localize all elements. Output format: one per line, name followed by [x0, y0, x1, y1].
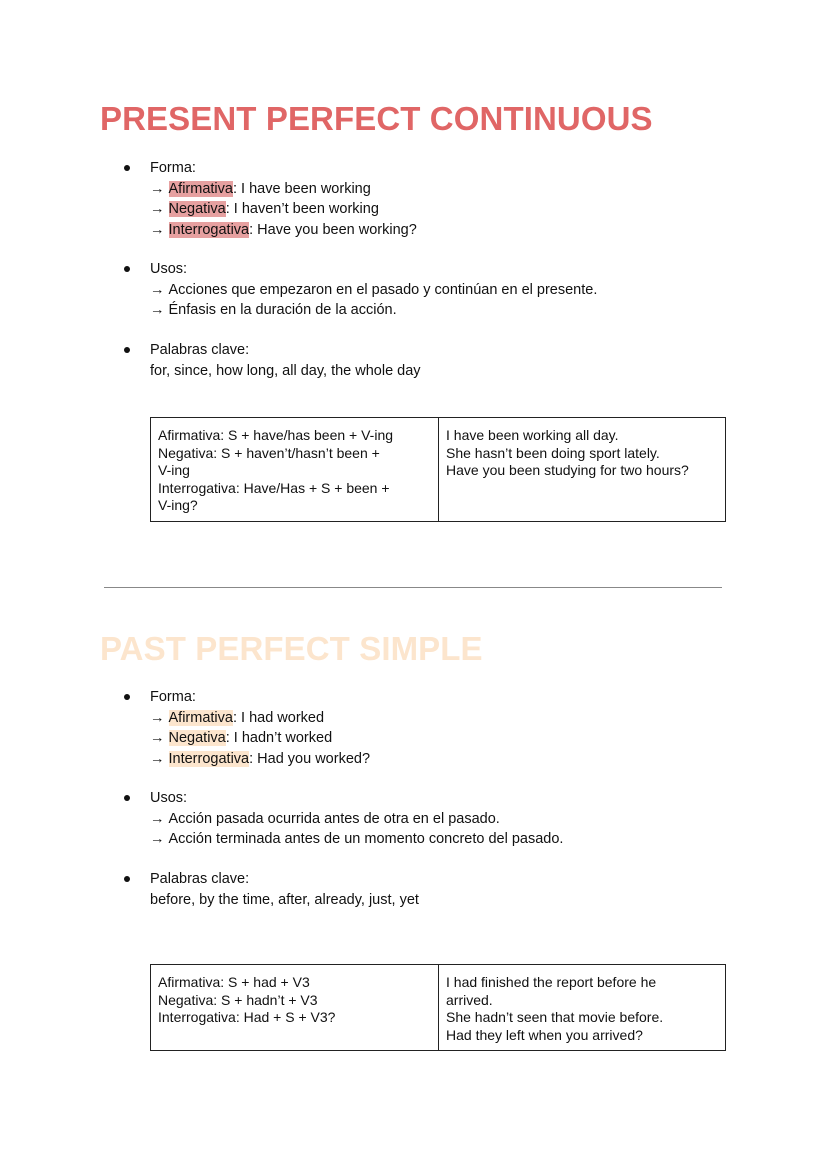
example-cell — [439, 965, 726, 1051]
palabras-label: Palabras clave: — [150, 342, 250, 358]
usos-block — [124, 788, 563, 850]
bullet-icon — [124, 266, 130, 272]
structure-line: Negativa: S + hadn’t + V3 — [158, 991, 318, 1008]
arrow-icon: → — [150, 709, 165, 726]
structure-cell — [151, 418, 439, 522]
usos-label: Usos: — [150, 261, 188, 277]
structure-line: Interrogativa: Have/Has + S + been + — [158, 479, 390, 496]
structure-cell — [151, 965, 439, 1051]
usos-text: Énfasis en la duración de la acción. — [168, 302, 397, 318]
section-divider — [104, 587, 722, 588]
usos-item — [124, 809, 563, 830]
section-title: PAST PERFECT SIMPLE — [100, 630, 483, 667]
example-line: arrived. — [446, 991, 493, 1008]
forma-text: : I had worked — [232, 709, 325, 726]
arrow-icon: → — [150, 750, 165, 767]
forma-item — [124, 199, 417, 220]
example-cell — [439, 418, 726, 522]
arrow-icon: → — [150, 180, 165, 197]
example-line: She hadn’t seen that movie before. — [446, 1009, 664, 1025]
example-line: I have been working all day. — [446, 427, 619, 443]
palabras-block — [124, 340, 421, 381]
arrow-icon: → — [150, 302, 165, 318]
arrow-icon: → — [150, 201, 165, 217]
bullet-icon — [124, 876, 130, 882]
bullet-icon — [124, 795, 130, 801]
arrow-icon: → — [150, 810, 165, 827]
forma-label: Forma: — [150, 160, 196, 176]
forma-label: Forma: — [150, 689, 196, 705]
forma-text: : Have you been working? — [249, 221, 417, 238]
usos-text: Acción terminada antes de un momento concreto del pasado. — [168, 831, 564, 847]
arrow-icon: → — [150, 281, 165, 298]
structure-line: Afirmativa: S + had + V3 — [158, 974, 310, 990]
forma-text: : I hadn’t worked — [225, 730, 333, 746]
arrow-icon: → — [150, 221, 165, 238]
highlight-key: Interrogativa — [168, 750, 250, 767]
example-line: Had they left when you arrived? — [446, 1026, 643, 1043]
table-row — [151, 418, 726, 522]
arrow-icon: → — [150, 831, 165, 847]
forma-block — [124, 687, 370, 769]
forma-item — [124, 728, 370, 749]
highlight-key: Interrogativa — [168, 221, 250, 238]
highlight-key: Afirmativa — [168, 180, 233, 197]
palabras-label: Palabras clave: — [150, 871, 250, 887]
bullet-icon — [124, 347, 130, 353]
structure-line: V-ing — [158, 462, 190, 478]
grammar-table — [150, 417, 726, 522]
section-title: PRESENT PERFECT CONTINUOUS — [100, 100, 653, 137]
forma-item — [124, 220, 417, 241]
structure-line: V-ing? — [158, 497, 198, 513]
grammar-table — [150, 964, 726, 1051]
bullet-icon — [124, 165, 130, 171]
usos-text: Acción pasada ocurrida antes de otra en el pasado. — [168, 810, 500, 827]
example-line: She hasn’t been doing sport lately. — [446, 444, 660, 461]
forma-text: : I have been working — [232, 180, 371, 197]
structure-line: Interrogativa: Had + S + V3? — [158, 1009, 336, 1025]
palabras-block — [124, 869, 419, 910]
structure-line: Negativa: S + haven’t/hasn’t been + — [158, 444, 380, 461]
arrow-icon: → — [150, 730, 165, 746]
highlight-key: Negativa — [168, 201, 226, 217]
table-row — [151, 965, 726, 1051]
bullet-icon — [124, 694, 130, 700]
forma-item — [124, 749, 370, 770]
forma-text: : I haven’t been working — [225, 201, 379, 217]
usos-text: Acciones que empezaron en el pasado y continúan en el presente. — [168, 281, 598, 298]
usos-label: Usos: — [150, 790, 188, 806]
usos-item — [124, 280, 597, 301]
example-line: I had finished the report before he — [446, 974, 657, 990]
usos-item — [124, 829, 563, 850]
usos-item — [124, 300, 597, 321]
forma-item — [124, 708, 370, 729]
palabras-text: before, by the time, after, already, just, yet — [150, 891, 419, 908]
palabras-text: for, since, how long, all day, the whole day — [150, 362, 421, 379]
forma-block — [124, 158, 417, 240]
forma-item — [124, 179, 417, 200]
highlight-key: Negativa — [168, 730, 226, 746]
example-line: Have you been studying for two hours? — [446, 462, 689, 478]
usos-block — [124, 259, 597, 321]
forma-text: : Had you worked? — [249, 750, 371, 767]
structure-line: Afirmativa: S + have/has been + V-ing — [158, 427, 394, 443]
highlight-key: Afirmativa — [168, 709, 233, 726]
